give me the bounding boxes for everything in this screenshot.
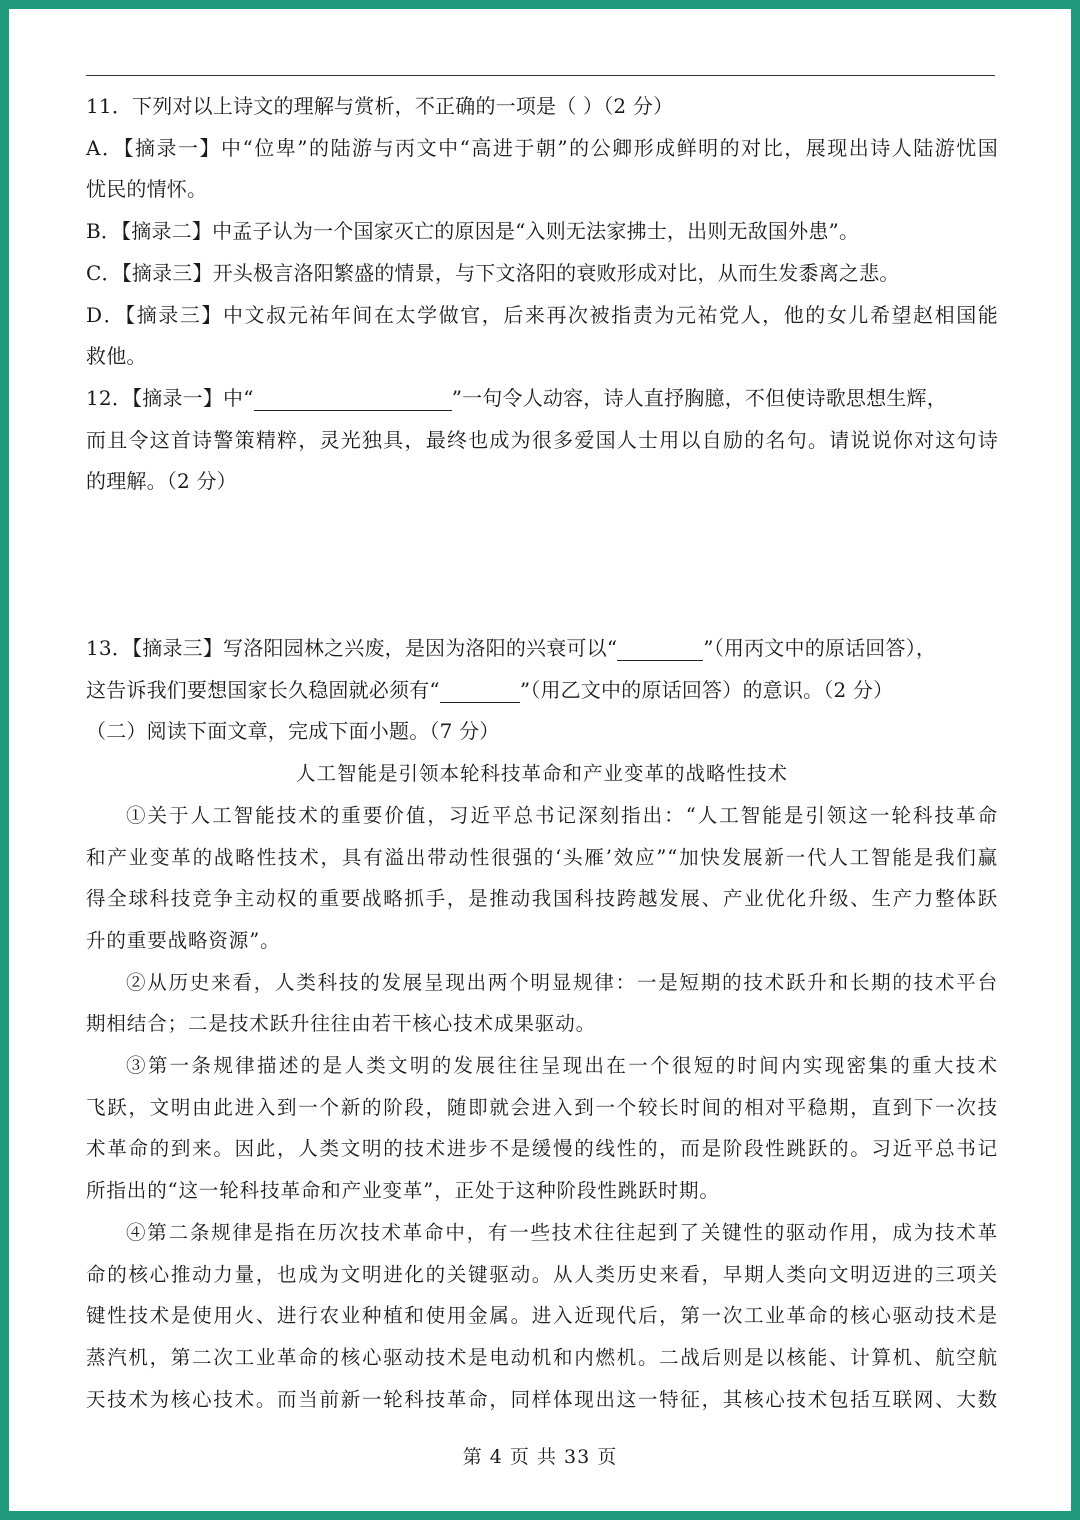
paragraph-line: 升的重要战略资源”。 xyxy=(86,928,281,952)
paragraph-line: ①关于人工智能技术的重要价值，习近平总书记深刻指出：“人工智能是引领这一轮科技革命 xyxy=(126,803,998,827)
q12-suffix: ”一句令人动容，诗人直抒胸臆，不但使诗歌思想生辉， xyxy=(451,385,947,410)
page-content xyxy=(86,86,998,1420)
paragraph-line: 飞跃，文明由此进入到一个新的阶段，随即就会进入到一个较长时间的相对平稳期，直到下一次技 xyxy=(86,1095,998,1119)
article xyxy=(86,753,998,1420)
paragraph-line: ②从历史来看，人类科技的发展呈现出两个明显规律：一是短期的技术跃升和长期的技术平台 xyxy=(126,970,998,994)
article-paragraph-1 xyxy=(86,795,998,962)
q11-option-a-cont: 忧民的情怀。 xyxy=(86,177,208,202)
q12-answer-space[interactable] xyxy=(86,503,998,628)
q13-suffix-2: ”（用乙文中的原话回答）的意识。（2 分） xyxy=(519,677,894,702)
q12-line-1 xyxy=(86,378,998,420)
paragraph-line: 键性技术是使用火、进行农业种植和使用金属。进入近现代后，第一次工业革命的核心驱动技术是 xyxy=(86,1304,998,1328)
section-2-heading: （二）阅读下面文章，完成下面小题。（7 分） xyxy=(86,719,500,744)
page-number: 第 4 页 共 33 页 xyxy=(462,1446,618,1468)
paragraph-line: ④第二条规律是指在历次技术革命中，有一些技术往往起到了关键性的驱动作用，成为技术革 xyxy=(126,1220,998,1244)
q12-answer-blank[interactable] xyxy=(254,386,452,411)
article-paragraph-4 xyxy=(86,1212,998,1421)
article-paragraph-2 xyxy=(86,962,998,1045)
paragraph-line: 所指出的“这一轮科技革命和产业变革”，正处于这种阶段性跳跃时期。 xyxy=(86,1179,720,1203)
q12-prefix: 12．【摘录一】中“ xyxy=(86,385,254,410)
q13-line-1 xyxy=(86,628,998,670)
paragraph-line: 天技术为核心技术。而当前新一轮科技革命，同样体现出这一特征，其核心技术包括互联网、大数 xyxy=(86,1387,998,1411)
q11-option-d-cont: 救他。 xyxy=(86,344,147,369)
q11-option-d: D．【摘录三】中文叔元祐年间在太学做官，后来再次被指责为元祐党人，他的女儿希望赵相国能 xyxy=(86,302,998,327)
q13-line-2 xyxy=(86,670,998,712)
q13-suffix: ”（用丙文中的原话回答）， xyxy=(703,636,937,661)
q11-option-a: A．【摘录一】中“位卑”的陆游与丙文中“高进于朝”的公卿形成鲜明的对比，展现出诗人陆游忧国 xyxy=(86,135,998,160)
article-paragraph-3 xyxy=(86,1045,998,1212)
q11-stem: 11．下列对以上诗文的理解与赏析，不正确的一项是（ ）（2 分） xyxy=(86,94,674,118)
q11-option-c: C．【摘录三】开头极言洛阳繁盛的情景，与下文洛阳的衰败形成对比，从而生发黍离之悲。 xyxy=(86,260,900,285)
q12-line-2: 而且令这首诗警策精粹，灵光独具，最终也成为很多爱国人士用以自励的名句。请说说你对这句诗 xyxy=(86,427,998,452)
q13-prefix: 13．【摘录三】写洛阳园林之兴废，是因为洛阳的兴衰可以“ xyxy=(86,636,618,661)
q12-line-3: 的理解。（2 分） xyxy=(86,469,237,494)
paragraph-line: 术革命的到来。因此，人类文明的技术进步不是缓慢的线性的，而是阶段性跳跃的。习近平总书记 xyxy=(86,1137,998,1161)
paragraph-line: 期相结合；二是技术跃升往往由若干核心技术成果驱动。 xyxy=(86,1012,597,1036)
q13-answer-blank-1[interactable] xyxy=(617,636,703,661)
paragraph-line: 和产业变革的战略性技术，具有溢出带动性很强的‘头雁’效应”“加快发展新一代人工智能是我们赢 xyxy=(86,845,998,869)
q11-option-b: B．【摘录二】中孟子认为一个国家灭亡的原因是“入则无法家拂士，出则无敌国外患”。 xyxy=(86,219,860,244)
q13-answer-blank-2[interactable] xyxy=(440,678,520,703)
article-title: 人工智能是引领本轮科技革命和产业变革的战略性技术 xyxy=(295,762,788,786)
header-rule xyxy=(86,75,995,76)
paragraph-line: 蒸汽机，第二次工业革命的核心驱动技术是电动机和内燃机。二战后则是以核能、计算机、航空航 xyxy=(86,1345,998,1369)
q13-prefix-2: 这告诉我们要想国家长久稳固就必须有“ xyxy=(86,677,440,702)
paragraph-line: ③第一条规律描述的是人类文明的发展往往呈现出在一个很短的时间内实现密集的重大技术 xyxy=(126,1054,998,1078)
paragraph-line: 得全球科技竞争主动权的重要战略抓手，是推动我国科技跨越发展、产业优化升级、生产力整体跃 xyxy=(86,887,998,911)
paragraph-line: 命的核心推动力量，也成为文明进化的关键驱动。从人类历史来看，早期人类向文明迈进的三项关 xyxy=(86,1262,998,1286)
